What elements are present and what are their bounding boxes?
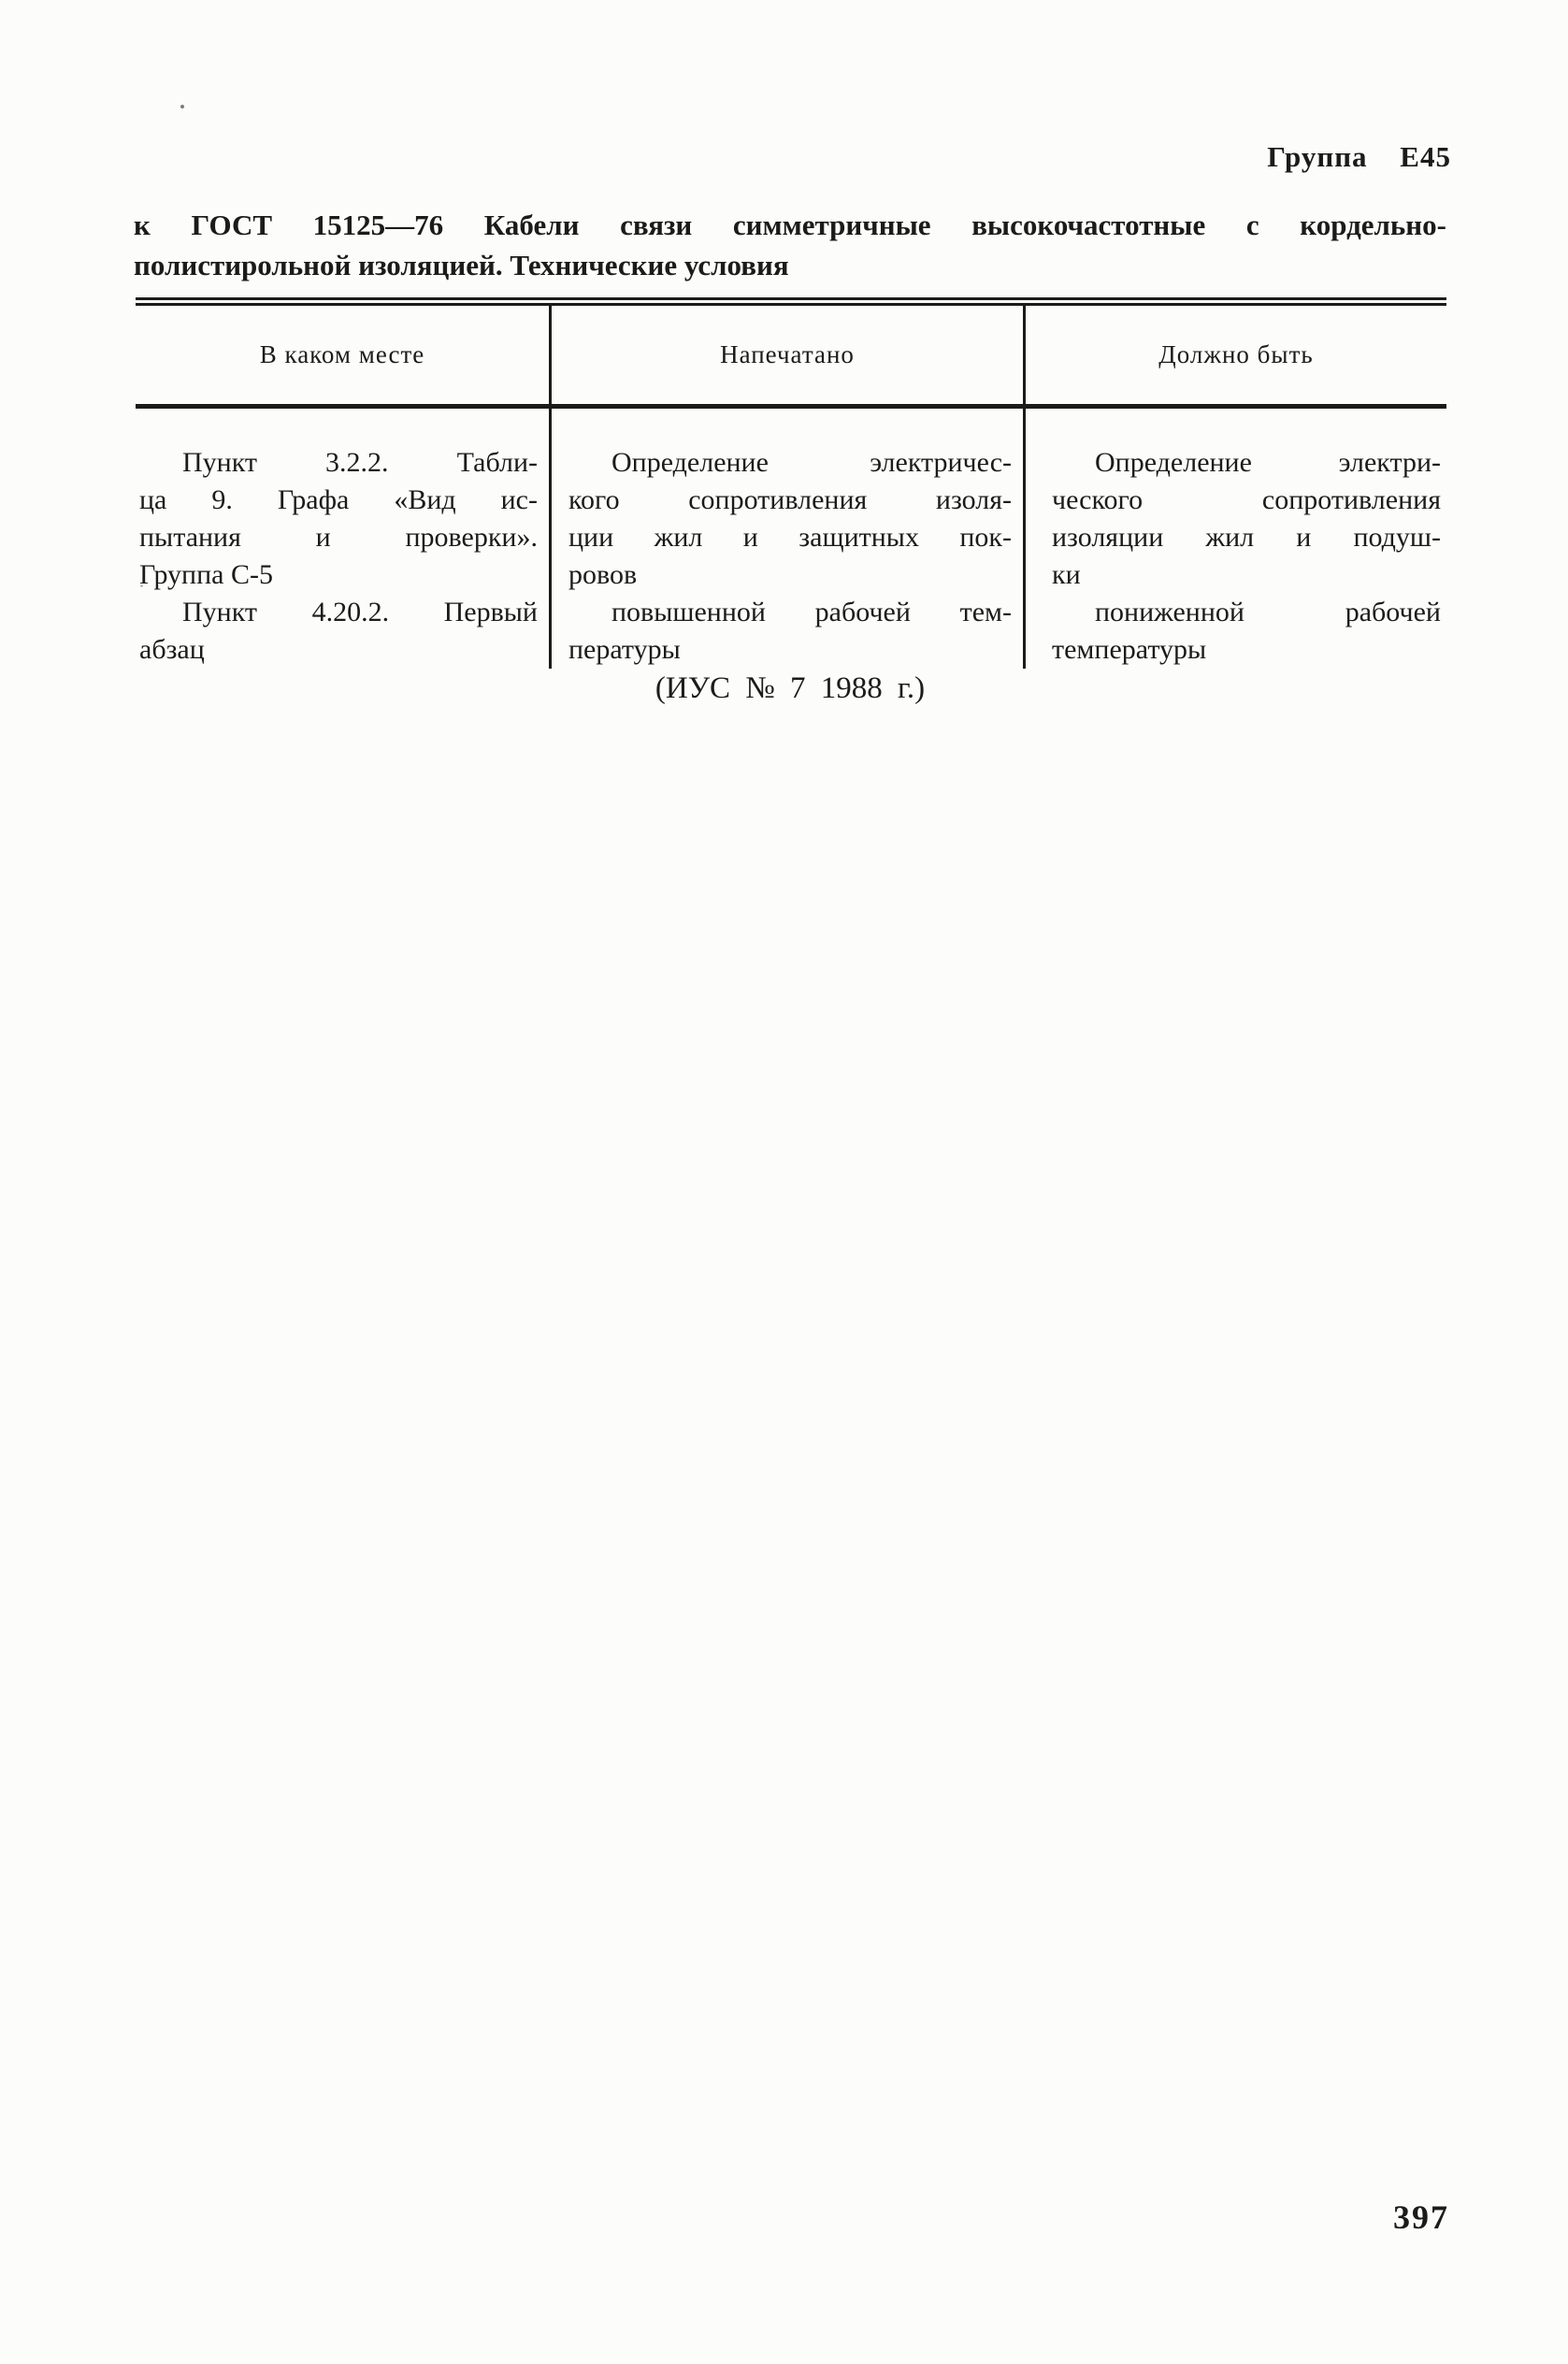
cell-text-line: пературы [568, 634, 681, 665]
column-header-location: В каком месте [136, 306, 552, 404]
cell-text-line: температуры [1052, 634, 1207, 665]
table-body [136, 409, 1446, 669]
table-top-rule [136, 297, 1446, 306]
column-header-should-be: Должно быть [1158, 340, 1314, 368]
cell-should-be [1026, 409, 1446, 594]
document-title-line2: полистирольной изоляцией. Технические условия [134, 249, 789, 281]
page-number: 397 [1393, 2198, 1449, 2236]
cell-should-be [1026, 594, 1446, 669]
cell-text-line: ции жил и защитных пок- [568, 522, 1012, 553]
cell-text-line: Определение электри- [1095, 447, 1441, 478]
document-title [134, 205, 1446, 285]
cell-text-line: пытания и проверки». [139, 522, 538, 553]
cell-text-line: кого сопротивления изоля- [568, 484, 1012, 515]
cell-text-line: ческого сопротивления [1052, 484, 1441, 515]
cell-text-line: Пункт 4.20.2. Первый [182, 597, 538, 627]
errata-table [136, 297, 1446, 669]
cell-text-line: Пункт 3.2.2. Табли- [182, 447, 538, 478]
cell-printed [552, 594, 1026, 669]
cell-text-line: изоляции жил и подуш- [1052, 522, 1441, 553]
ius-footnote: (ИУС № 7 1988 г.) [655, 671, 926, 705]
group-label: Группа Е45 [1267, 140, 1451, 173]
cell-location [136, 409, 552, 594]
table-row [136, 594, 1446, 669]
document-title-line1: к ГОСТ 15125—76 Кабели связи симметричные высокочастотные с кордельно- [134, 209, 1446, 241]
cell-text-line: Определение электричес- [611, 447, 1012, 478]
table-row [136, 409, 1446, 594]
cell-printed [552, 409, 1026, 594]
cell-text-line: ровов [568, 559, 638, 590]
scan-artifact [180, 105, 184, 108]
cell-text-line: повышенной рабочей тем- [611, 597, 1012, 627]
column-header-printed: Напечатано [552, 306, 1026, 404]
cell-text-line: абзац [139, 634, 205, 665]
table-header-row [136, 306, 1446, 404]
cell-text-line: пониженной рабочей [1095, 597, 1441, 627]
cell-text-line: Группа С-5 [139, 559, 273, 590]
cell-text-line: ки [1052, 559, 1081, 590]
cell-location [136, 594, 552, 669]
cell-text-line: ца 9. Графа «Вид ис- [139, 484, 538, 515]
